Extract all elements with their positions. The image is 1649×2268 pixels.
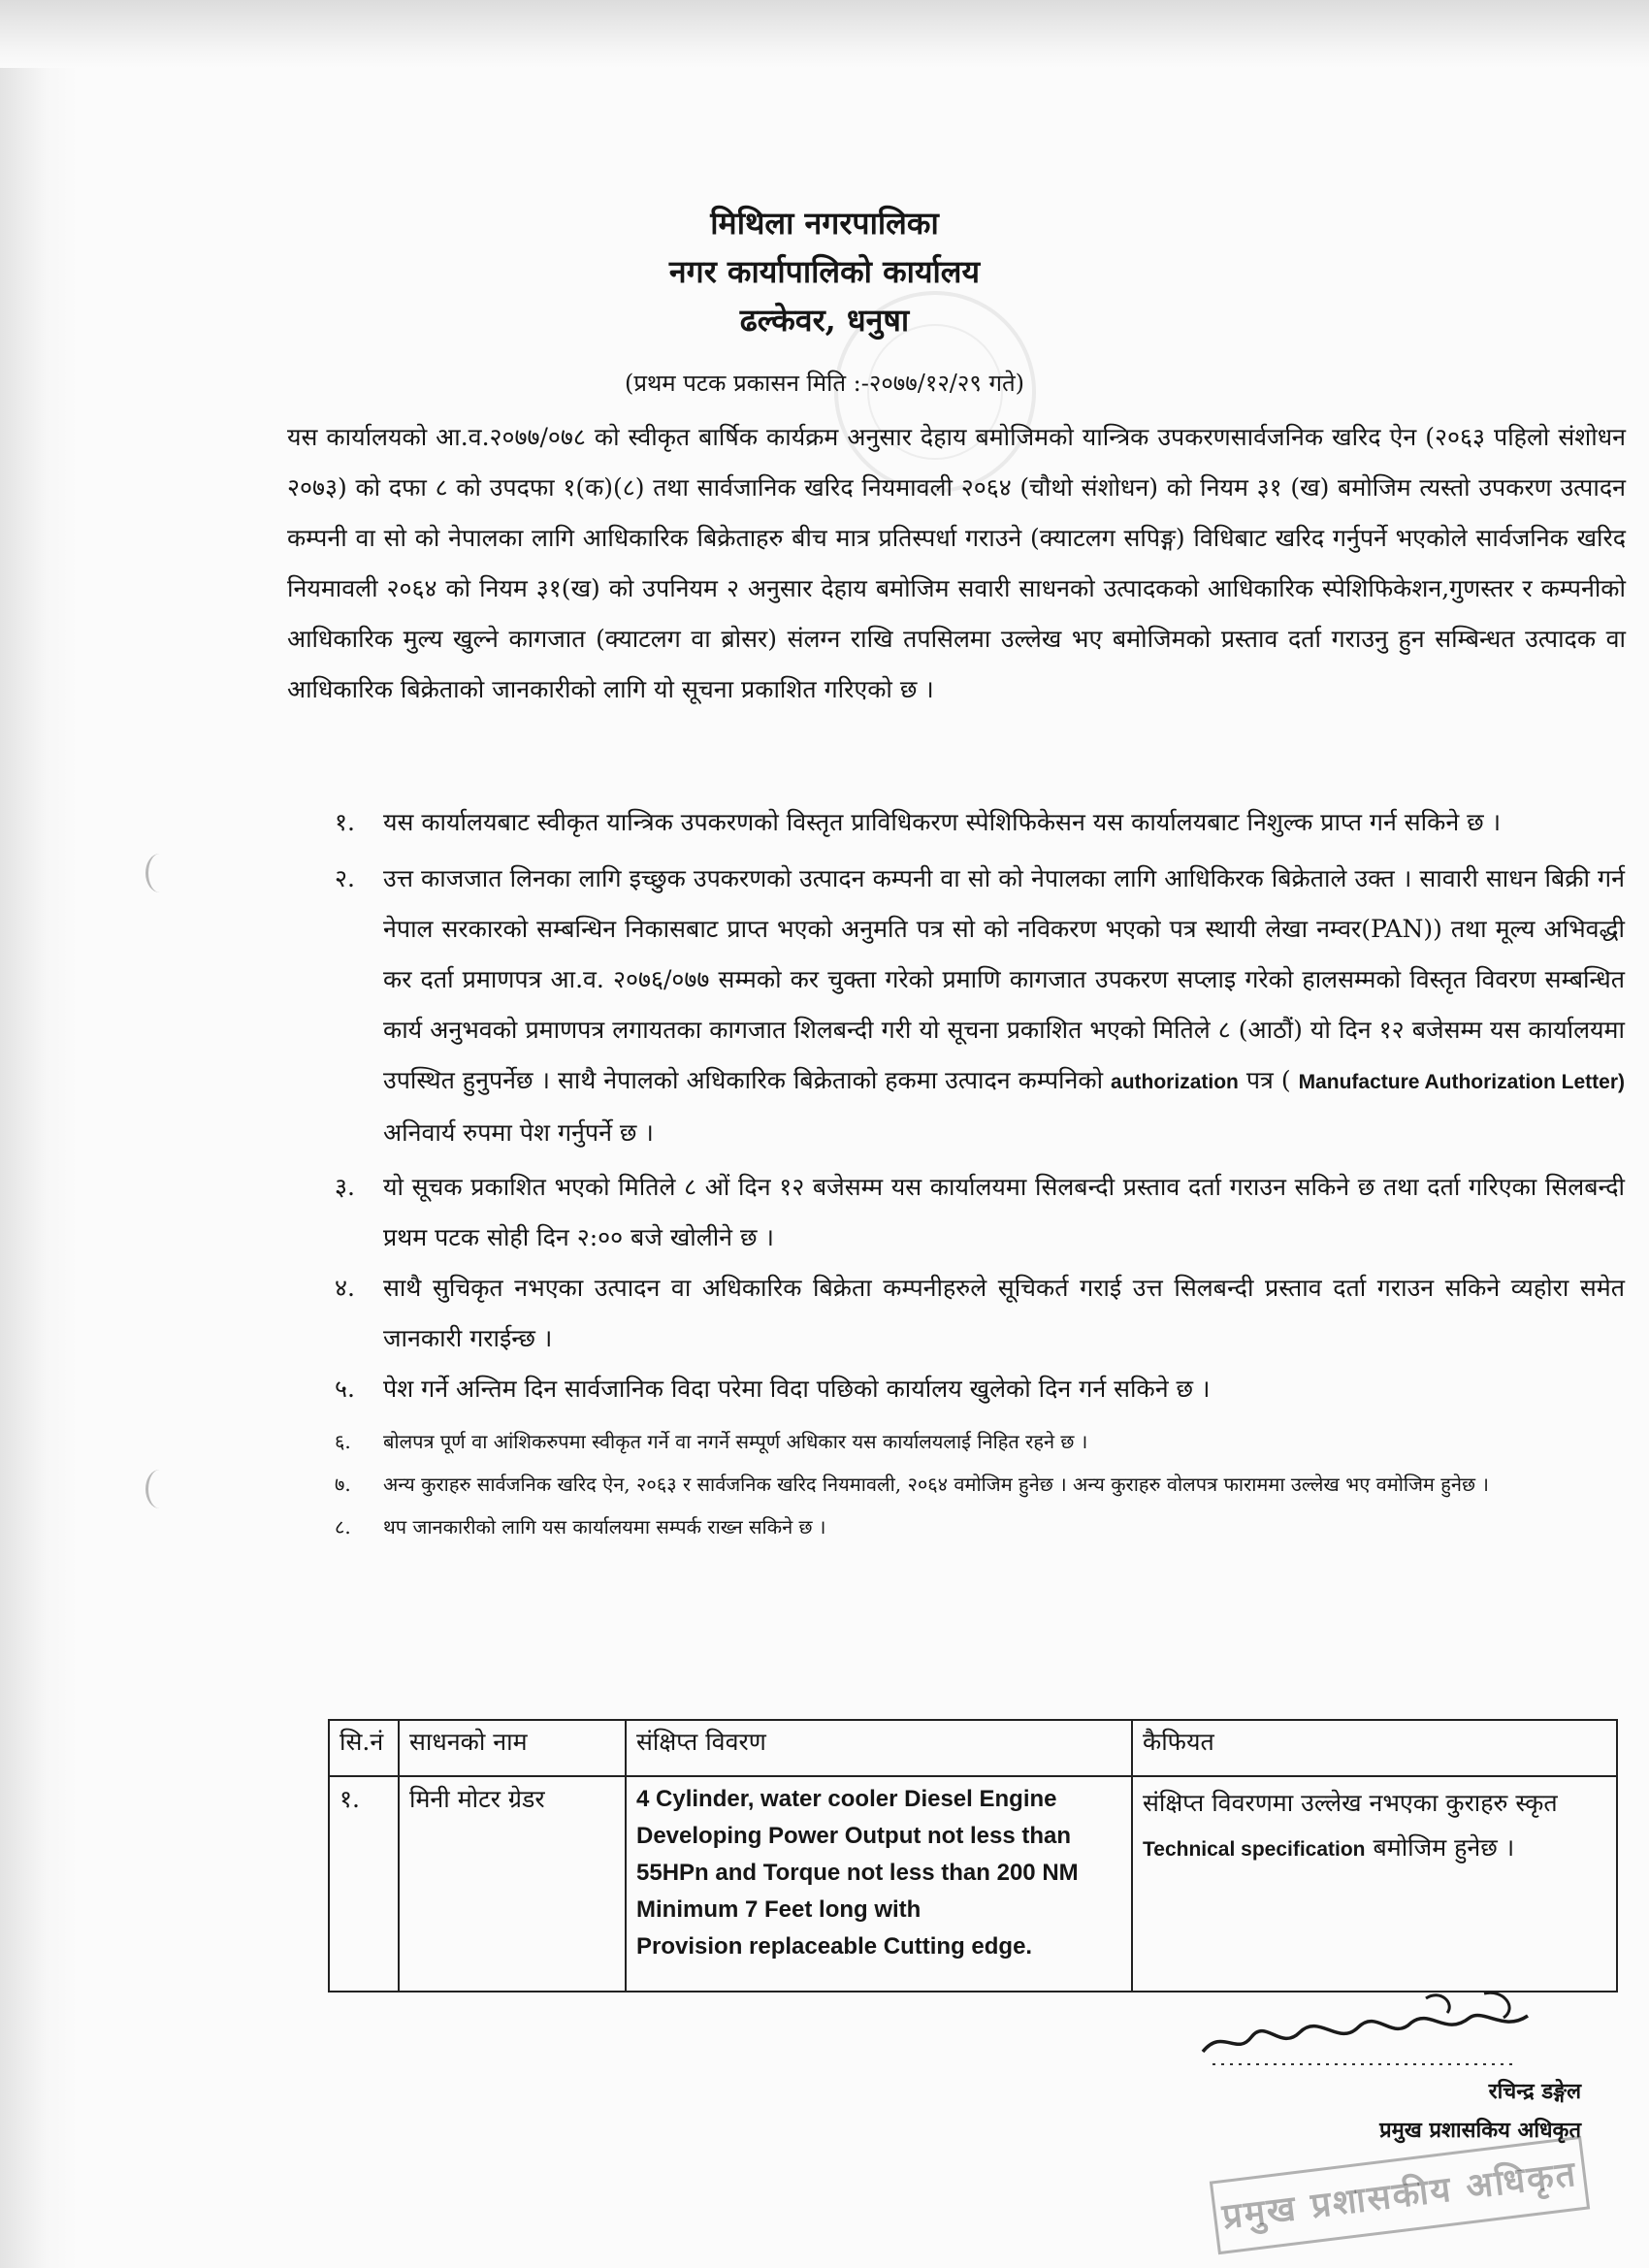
item-number: ८. (335, 1515, 351, 1539)
column-header-remarks: कैफियत (1132, 1720, 1617, 1776)
item-number: ६. (335, 1430, 351, 1453)
cell-description (626, 1776, 1132, 1992)
scan-mark (146, 854, 174, 892)
remark-text: बमोजिम हुनेछ । (1373, 1833, 1515, 1862)
item-text: अन्य कुराहरु सार्वजनिक खरिद ऐन, २०६३ र सार्वजनिक खरिद नियमावली, २०६४ वमोजिम हुनेछ । अन्य कुराहरु वोलपत्र फाराममा उल्लेख भए वमोजिम हुनेछ । (383, 1473, 1489, 1496)
item-number: ३. (335, 1173, 355, 1201)
paper-shadow-top (0, 0, 1649, 68)
list-item (335, 1509, 1625, 1544)
list-item (335, 1162, 1625, 1263)
equipment-table (328, 1719, 1618, 1993)
intro-paragraph: यस कार्यालयको आ.व.२०७७/०७८ को स्वीकृत बार्षिक कार्यक्रम अनुसार देहाय बमोजिमको यान्त्रिक उपकरणसार्वजनिक खरिद ऐन (२०६३ पहिलो संशोधन २०७३) को दफा ८ को उपदफा १(क)(८) तथा सार्वजानिक खरिद नियमावली २०६४ (चौथो संशोधन) को नियम ३१ (ख) बमोजिम त्यस्तो उपकरण उत्पादन कम्पनी वा सो को नेपालका लागि आधिकारिक बिक्रेताहरु बीच मात्र प्रतिस्पर्धा गराउने (क्याटलग सपिङ्ग) विधिबाट खरिद गर्नुपर्ने भएकोले सार्वजनिक खरिद नियमावली २०६४ को नियम ३१(ख) को उपनियम २ अनुसार देहाय बमोजिम सवारी साधनको उत्पादकको आधिकारिक स्पेशिफिकेशन,गुणस्तर र कम्पनीको आधिकारिक मुल्य खुल्ने कागजात (क्याटलग वा ब्रोसर) संलग्न राखि तपसिलमा उल्लेख भए बमोजिमको प्रस्ताव दर्ता गराउनु हुन सम्बिन्धत उत्पादक वा आधिकारिक बिक्रेताको जानकारीको लागि यो सूचना प्रकाशित गरिएको छ । (287, 423, 1627, 703)
column-header-description: संक्षिप्त विवरण (626, 1720, 1132, 1776)
list-item (335, 1424, 1625, 1459)
remark-text-latin: Technical specification (1143, 1838, 1366, 1861)
item-number: १. (335, 808, 355, 836)
list-item (335, 1263, 1625, 1364)
item-text-latin: Manufacture Authorization Letter) (1298, 1071, 1626, 1093)
list-item (335, 1364, 1625, 1414)
publication-date: (प्रथम पटक प्रकासन मिति :-२०७७/१२/२९ गते) (624, 370, 1025, 397)
item-text: पत्र ( (1245, 1066, 1291, 1094)
signatory-title: प्रमुख प्रशासकिय अधिकृत (1379, 2118, 1581, 2143)
signatory-name: रचिन्द्र डङ्गेल (1488, 2079, 1581, 2104)
description-line: 55HPn and Torque not less than 200 NM (636, 1860, 1079, 1886)
column-header-name: साधनको नाम (399, 1720, 626, 1776)
office-name: नगर कार्यापालिको कार्यालय (668, 253, 981, 290)
item-text: यस कार्यालयबाट स्वीकृत यान्त्रिक उपकरणको विस्तृत प्राविधिकरण स्पेशिफिकेसन यस कार्यालयबाट निशुल्क प्राप्त गर्न सकिने छ । (383, 808, 1502, 836)
letterhead (0, 199, 1649, 344)
cell-name: मिनी मोटर ग्रेडर (399, 1776, 626, 1992)
list-item (335, 854, 1625, 1158)
list-item (335, 1467, 1625, 1502)
item-text: साथै सुचिकृत नभएका उत्पादन वा अधिकारिक बिक्रेता कम्पनीहरुले सूचिकर्त गराई उत्त सिलबन्दी प्रस्ताव दर्ता गराउन सकिने व्यहोरा समेत जानकारी गराईन्छ । (383, 1274, 1625, 1352)
item-text: अनिवार्य रुपमा पेश गर्नुपर्ने छ । (383, 1118, 654, 1147)
item-text: यो सूचक प्रकाशित भएको मितिले ८ ओं दिन १२ बजेसम्म यस कार्यालयमा सिलबन्दी प्रस्ताव दर्ता गराउन सकिने छ तथा दर्ता गरिएका सिलबन्दी प्रथम पटक सोही दिन २:०० बजे खोलीने छ । (383, 1173, 1625, 1251)
item-text: थप जानकारीको लागि यस कार्यालयमा सम्पर्क राख्न सकिने छ । (383, 1515, 826, 1539)
item-text: बोलपत्र पूर्ण वा आंशिकरुपमा स्वीकृत गर्ने वा नगर्ने सम्पूर्ण अधिकार यस कार्यालयलाई निहित रहने छ । (383, 1430, 1088, 1453)
description-line: 4 Cylinder, water cooler Diesel Engine (636, 1786, 1057, 1812)
handwritten-signature (1193, 1960, 1600, 2076)
item-number: २. (335, 864, 355, 892)
description-line: Developing Power Output not less than (636, 1823, 1072, 1849)
item-number: ५. (335, 1375, 355, 1403)
item-text: उत्त काजजात लिनका लागि इच्छुक उपकरणको उत्पादन कम्पनी वा सो को नेपालका लागि आधिकिरक बिक्रेताले उक्त । सावारी साधन बिक्री गर्न नेपाल सरकारको सम्बन्धिन निकासबाट प्राप्त भएको अनुमति पत्र सो को नविकरण भएको पत्र स्थायी लेखा नम्वर(PAN)) तथा मूल्य अभिवद्धी कर दर्ता प्रमाणपत्र आ.व. २०७६/०७७ सम्मको कर चुक्ता गरेको प्रमाणि कागजात उपकरण सप्लाइ गरेको हालसम्मको विस्तृत विवरण सम्बन्धित कार्य अनुभवको प्रमाणपत्र लगायतका कागजात शिलबन्दी गरी यो सूचना प्रकाशित भएको मितिले ८ (आठौं) यो दिन १२ बजेसम्म यस कार्यालयमा उपस्थित हुनुपर्नेछ । साथै नेपालको अधिकारिक बिक्रेताको हकमा उत्पादन कम्पनिको (383, 864, 1625, 1094)
municipality-name: मिथिला नगरपालिका (710, 205, 939, 242)
list-item (335, 797, 1625, 848)
table-header-row (329, 1720, 1617, 1776)
item-number: ७. (335, 1473, 351, 1496)
scan-mark (146, 1470, 174, 1508)
item-text-latin: authorization (1111, 1071, 1239, 1093)
official-stamp: प्रमुख प्रशासकीय अधिकृत (1210, 2136, 1590, 2254)
item-number: ४. (335, 1274, 355, 1302)
item-text: पेश गर्ने अन्तिम दिन सार्वजानिक विदा परेमा विदा पछिको कार्यालय खुलेको दिन गर्न सकिने छ । (383, 1375, 1211, 1403)
description-line: Provision replaceable Cutting edge. (636, 1933, 1033, 1960)
column-header-sn: सि.नं (329, 1720, 399, 1776)
office-location: ढल्केवर, धनुषा (739, 302, 910, 339)
notice-items (335, 797, 1625, 1544)
description-line: Minimum 7 Feet long with (636, 1896, 922, 1923)
signature-block (1193, 1960, 1600, 2251)
remark-text: संक्षिप्त विवरणमा उल्लेख नभएका कुराहरु स्कृत (1143, 1789, 1558, 1817)
cell-sn: १. (329, 1776, 399, 1992)
